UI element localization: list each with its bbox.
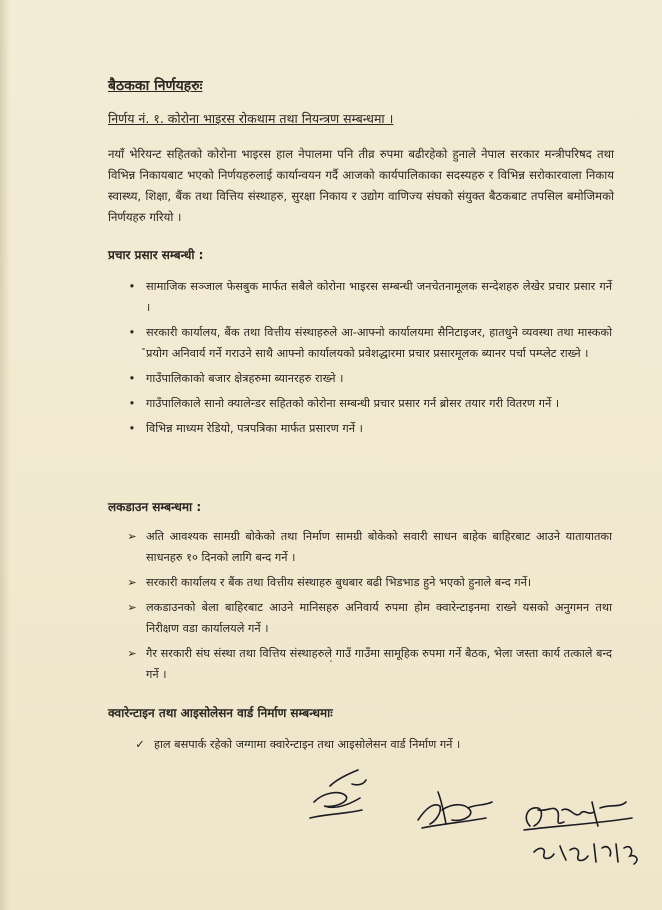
bullet-marker: • (128, 422, 136, 435)
list-item-text: विभिन्न माध्यम रेडियो, पत्रपत्रिका मार्फत प्रसारण गर्ने । (146, 422, 363, 435)
bullet-marker: • (128, 280, 136, 293)
list-item-text: सरकारी कार्यालय, बैंक तथा वित्तीय संस्थाहरुले आ-आफ्नो कार्यालयमा सैनिटाइजर, हातधुने व्यवस्था तथा मास्कको प्रयोग अनिवार्य गर्ने गराउने साथै आफ्नो कार्यालयको प्रवेशद्धारमा प्रचार प्रसारमूलक ब्यानर पर्चा पम्प्लेट राख्ने । (146, 326, 612, 360)
list-item (124, 526, 612, 568)
list-item (132, 734, 620, 755)
signature-1 (300, 762, 390, 832)
decision-title: निर्णय नं. १. कोरोना भाइरस रोकथाम तथा नियन्त्रण सम्बन्धमा । (108, 111, 394, 126)
list-item (124, 597, 612, 639)
arrow-marker: ➢ (127, 576, 137, 589)
list-item-text: हाल बसपार्क रहेको जग्गामा क्वारेन्टाइन तथा आइसोलेसन वार्ड निर्माण गर्ने । (154, 738, 461, 751)
bullet-marker: • (128, 397, 136, 410)
list-item (124, 418, 612, 439)
section-title-quarantine: क्वारेन्टाइन तथा आइसोलेसन वार्ड निर्माण सम्बन्धमाः (108, 706, 333, 720)
list-item (124, 368, 612, 389)
bullet-marker: • (128, 372, 136, 385)
list-item-text: अति आवश्यक सामग्री बोकेको तथा निर्माण सामग्री बोकेको सवारी साधन बाहेक बाहिरबाट आउने यातायातका साधनहरु १० दिनको लागि बन्द गर्ने । (146, 530, 612, 564)
arrow-marker: ➢ (127, 647, 137, 660)
list-item (124, 393, 612, 414)
list-item (124, 322, 612, 364)
signature-2 (412, 780, 502, 840)
signature-3-with-date (514, 790, 654, 876)
arrow-marker: ➢ (127, 530, 137, 543)
bullet-marker: • (128, 326, 136, 339)
section-title-lockdown: लकडाउन सम्बन्धमा : (108, 500, 202, 514)
intro-paragraph: नयाँ भेरियन्ट सहितको कोरोना भाइरस हाल नेपालमा पनि तीव्र रुपमा बढीरहेको हुनाले नेपाल सरकार मन्त्रीपरिषद तथा विभिन्न निकायबाट भएको निर्णयहरुलाई कार्यान्वयन गर्दै आजको कार्यपालिकाका सदस्यहरु र विभिन्न सरोकारवाला निकाय स्वास्थ्य, शिक्षा, बैंक तथा वित्तिय संस्थाहरु, सुरक्षा निकाय र उद्योग वाणिज्य संघको संयुक्त बैठकबाट तपसिल बमोजिमको निर्णयहरु गरियो । (108, 147, 614, 224)
list-item (124, 276, 612, 318)
list-item (124, 572, 612, 593)
arrow-marker: ➢ (127, 601, 137, 614)
ink-speck (330, 660, 332, 662)
list-item (124, 643, 612, 685)
list-item-text: सामाजिक सञ्जाल फेसबुक मार्फत सबैले कोरोना भाइरस सम्बन्धी जनचेतनामूलक सन्देशहरु लेखेर प्रचार प्रसार गर्ने । (146, 280, 612, 314)
lockdown-list (124, 526, 612, 689)
page-heading: बैठकका निर्णयहरुः (108, 78, 203, 94)
ink-speck (142, 348, 145, 350)
list-item-text: सरकारी कार्यालय र बैंक तथा वित्तीय संस्थाहरु बुधबार बढी भिडभाड हुने भएको हुनाले बन्द गर्ने। (146, 576, 532, 589)
quarantine-list (132, 734, 620, 759)
section-title-publicity: प्रचार प्रसार सम्बन्धी : (108, 248, 204, 262)
list-item-text: गाउँपालिकाले सानो क्यालेन्डर सहितको कोरोना सम्बन्धी प्रचार प्रसार गर्न ब्रोसर तयार गरी वितरण गर्ने । (146, 397, 560, 410)
checkmark-icon: ✓ (135, 738, 145, 751)
list-item-text: गाउँपालिकाको बजार क्षेत्रहरुमा ब्यानरहरु राख्ने । (146, 372, 344, 385)
list-item-text: गैर सरकारी संघ संस्था तथा वित्तिय संस्थाहरुले गाउँ गाउँमा सामूहिक रुपमा गर्ने बैठक, भेला जस्ता कार्य तत्काले बन्द गर्ने । (146, 647, 612, 681)
publicity-list (124, 276, 612, 443)
list-item-text: लकडाउनको बेला बाहिरबाट आउने मानिसहरु अनिवार्य रुपमा होम क्वारेन्टाइनमा राख्ने यसको अनुगमन तथा निरीक्षण वडा कार्यालयले गर्ने । (146, 601, 612, 635)
